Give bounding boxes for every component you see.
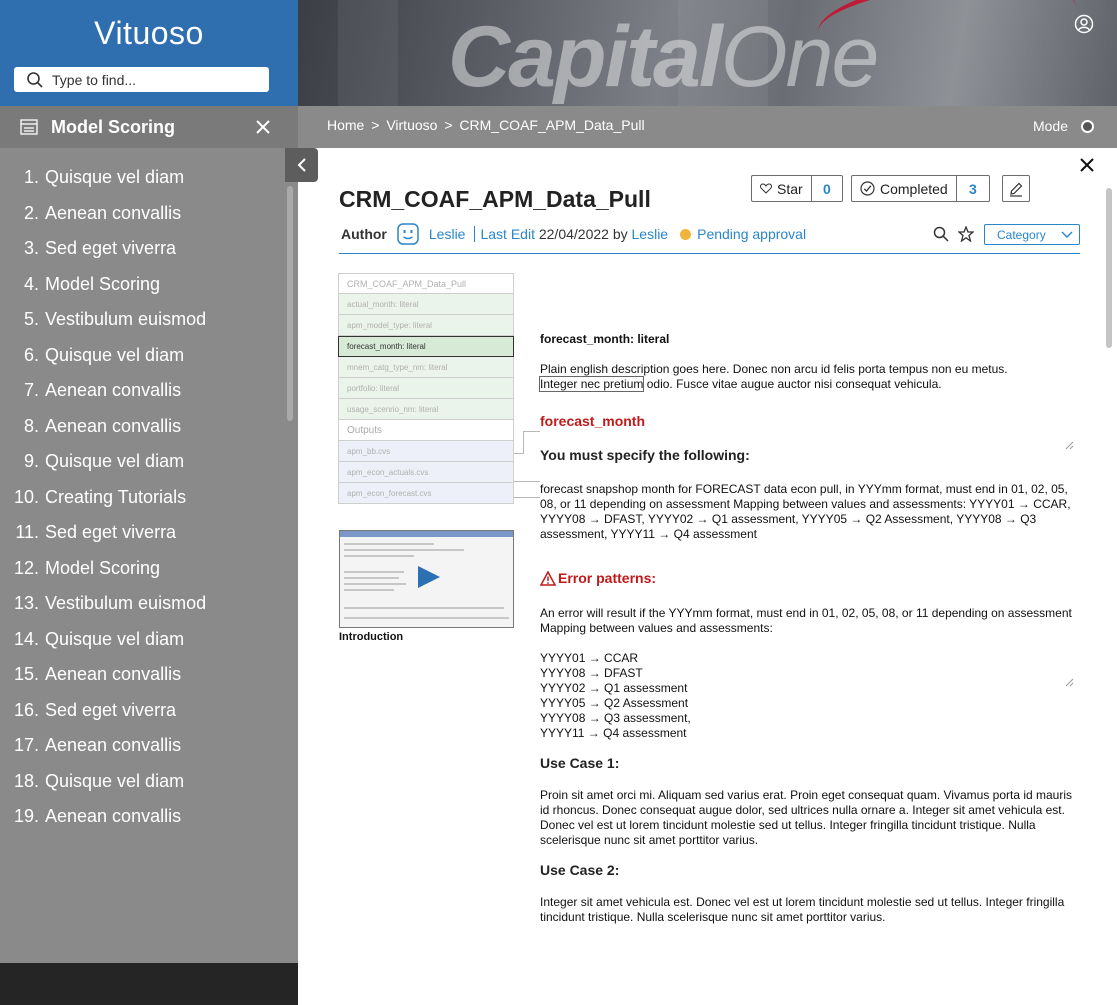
sidebar-item[interactable]: 17. Aenean convallis (13, 735, 182, 756)
mode-label: Mode (1032, 118, 1068, 134)
tree-connector (524, 431, 540, 432)
sidebar-item[interactable]: 3. Sed eget viverra (23, 238, 177, 259)
content-scrollbar[interactable] (1106, 188, 1112, 348)
brand-panel (0, 0, 298, 106)
video-code-line (344, 617, 509, 619)
mode-toggle[interactable] (1081, 120, 1094, 133)
sidebar-item[interactable]: 4. Model Scoring (23, 273, 161, 294)
sidebar-scrollbar[interactable] (287, 186, 293, 421)
spec-text: forecast snapshop month for FORECAST data econ pull, in YYYmm format, must end in 01, 02, 05, 08, or 11 depending on assessment Mapping between values and assessments: YYYY01 → CCAR, YYYY08 → DFAST, YYYY02 → Q1 assessment, YYYY05 → Q2 Assessment, YYYY08 → Q3 assessment, YYYY11 → Q4 assessment (540, 482, 1071, 541)
use-case-2-text: Integer sit amet vehicula est. Donec vel est ut lorem tincidunt molestie sed ut tellus. Integer fringilla tincidunt tristique. Nulla scelerisque nunc sit amet porttitor varius. (540, 895, 1065, 924)
video-caption: Introduction (339, 631, 404, 643)
hero-decoration (338, 0, 398, 106)
by-label: by (612, 226, 628, 242)
video-code-line (344, 543, 434, 545)
tree-input-row[interactable]: actual_month: literal (338, 294, 514, 315)
parameter-tree (338, 273, 514, 504)
mapping-item: YYYY02 → Q1 assessment (540, 681, 688, 695)
sidebar-item[interactable]: 16. Sed eget viverra (13, 699, 177, 720)
collapse-sidebar-button[interactable] (285, 148, 318, 182)
tree-root[interactable]: CRM_COAF_APM_Data_Pull (338, 273, 514, 294)
spec-heading: You must specify the following: (540, 447, 750, 463)
search-icon[interactable] (933, 226, 949, 242)
page-title: CRM_COAF_APM_Data_Pull (339, 186, 651, 212)
sidebar-item[interactable]: 15. Aenean convallis (13, 664, 182, 685)
header-divider (339, 253, 1080, 254)
star-count: 0 (822, 180, 831, 197)
tree-input-row[interactable]: portfolio: literal (338, 378, 514, 399)
meta-divider (474, 226, 475, 242)
search-input[interactable] (52, 72, 252, 88)
video-code-line (344, 549, 464, 551)
video-code-line (344, 555, 414, 557)
sidebar-item[interactable]: 2. Aenean convallis (23, 202, 182, 223)
sidebar-item[interactable]: 14. Quisque vel diam (13, 628, 185, 649)
tree-connector (514, 481, 540, 482)
field-name: forecast_month (540, 413, 646, 429)
sidebar-footer (0, 963, 298, 1005)
sidebar-item[interactable]: 10. Creating Tutorials (13, 486, 187, 507)
tree-outputs-header: Outputs (338, 420, 514, 441)
resize-grip-icon[interactable] (1064, 677, 1074, 687)
chevron-left-icon (296, 157, 308, 173)
search-box[interactable] (14, 67, 269, 92)
use-case-2-heading: Use Case 2: (540, 862, 620, 878)
resize-grip-icon[interactable] (1064, 440, 1074, 450)
author-link[interactable]: Leslie (428, 226, 466, 242)
breadcrumb (327, 117, 648, 133)
breadcrumb-separator: > (444, 117, 453, 133)
tree-output-row[interactable]: apm_bb.cvs (338, 441, 514, 462)
use-case-1-heading: Use Case 1: (540, 755, 620, 771)
status-dot (680, 229, 691, 240)
sidebar-item[interactable]: 9. Quisque vel diam (23, 451, 185, 472)
doc-meta (341, 223, 806, 245)
tree-input-row-selected[interactable]: forecast_month: literal (338, 336, 514, 357)
video-thumbnail[interactable] (339, 530, 514, 628)
sidebar-item[interactable]: 1. Quisque vel diam (23, 167, 185, 188)
hero-logo: CapitalOne (448, 9, 878, 105)
editor-link[interactable]: Leslie (631, 226, 669, 242)
category-label: Category (997, 227, 1046, 242)
breadcrumb-virtuoso[interactable]: Virtuoso (386, 117, 438, 133)
error-text: An error will result if the YYYmm format, must end in 01, 02, 05, 08, or 11 depending on assessment Mapping between values and assessments: (540, 606, 1072, 635)
field-heading: forecast_month: literal (540, 332, 670, 346)
status-badge: Pending approval (697, 226, 807, 242)
sidebar-item[interactable]: 19. Aenean convallis (13, 806, 182, 827)
tree-output-row[interactable]: apm_econ_forecast.cvs (338, 483, 514, 504)
hero-banner (298, 0, 1117, 106)
mapping-item: YYYY08 → DFAST (540, 666, 643, 680)
field-description: Plain english description goes here. Donec non arcu id felis porta tempus non eu metus. Integer nec pretium odio. Fusce vitae augue auctor nisi consequat vehicula. (540, 362, 1008, 391)
edit-button[interactable] (1002, 175, 1030, 202)
completed-button[interactable] (851, 175, 990, 202)
check-circle-icon (860, 181, 875, 196)
tree-connector (514, 431, 524, 454)
star-label: Star (752, 176, 812, 201)
mapping-item: YYYY01 → CCAR (540, 651, 639, 665)
book-icon (20, 119, 38, 135)
tree-output-row[interactable]: apm_econ_actuals.cvs (338, 462, 514, 483)
tree-input-row[interactable]: usage_scenrio_nm: literal (338, 399, 514, 420)
breadcrumb-home[interactable]: Home (327, 117, 365, 133)
play-icon[interactable] (418, 566, 440, 588)
sidebar-item[interactable]: 13. Vestibulum euismod (13, 593, 207, 614)
error-heading: Error patterns: (540, 571, 656, 586)
mapping-item: YYYY11 → Q4 assessment (540, 726, 687, 740)
mapping-item: YYYY08 → Q3 assessment, (540, 711, 691, 725)
sidebar-item[interactable]: 7. Aenean convallis (23, 380, 182, 401)
user-account-icon[interactable] (1074, 14, 1094, 34)
sidebar (0, 106, 298, 963)
video-code-line (344, 607, 504, 609)
video-code-line (344, 577, 399, 579)
sidebar-item[interactable]: 18. Quisque vel diam (13, 770, 185, 791)
heart-icon (760, 183, 772, 194)
video-code-line (344, 571, 404, 573)
sidebar-title: Model Scoring (51, 116, 176, 137)
chevron-down-icon (1061, 230, 1073, 240)
video-code-line (344, 583, 406, 585)
breadcrumb-current: CRM_COAF_APM_Data_Pull (459, 117, 645, 133)
last-edit-label: Last Edit (480, 226, 535, 242)
completed-count: 3 (968, 180, 977, 197)
star-icon[interactable] (958, 226, 974, 242)
warning-icon (540, 571, 556, 586)
mapping-list (540, 651, 691, 741)
close-icon[interactable] (1079, 157, 1095, 173)
use-case-1-text: Proin sit amet orci mi. Aliquam sed varius erat. Proin eget consequat quam. Vivamus porta id mauris id rhoncus. Donec consequat augue dolor, sed ultrices nulla ornare a. Integer sit amet vehicula est. Donec vel est ut lorem tincidunt molestie sed ut tellus. Integer fringilla tincidunt tristique. Nulla scelerisque nunc sit amet porttitor varius. (540, 788, 1073, 847)
tree-input-row[interactable]: mnem_catg_type_nm: literal (338, 357, 514, 378)
breadcrumb-separator: > (371, 117, 380, 133)
sidebar-header (0, 106, 298, 148)
app-title: Vituoso (94, 15, 204, 51)
category-dropdown[interactable] (984, 224, 1080, 245)
author-label: Author (341, 226, 387, 242)
last-edit-date: 22/04/2022 (538, 226, 609, 242)
highlighted-text: Integer nec pretium (540, 377, 644, 391)
robot-avatar-icon (397, 223, 419, 245)
video-code-line (344, 589, 394, 591)
star-button[interactable] (751, 175, 843, 202)
sidebar-item[interactable]: 6. Quisque vel diam (23, 344, 185, 365)
pencil-icon (1008, 181, 1024, 197)
completed-label: Completed (852, 176, 957, 201)
tree-connector (514, 497, 540, 498)
sidebar-item[interactable]: 8. Aenean convallis (23, 415, 182, 436)
sidebar-item[interactable]: 5. Vestibulum euismod (23, 309, 207, 330)
doc-tools (933, 226, 983, 242)
search-icon (26, 71, 44, 89)
video-toolbar (340, 531, 514, 537)
tree-input-row[interactable]: apm_model_type: literal (338, 315, 514, 336)
sidebar-item[interactable]: 12. Model Scoring (13, 557, 161, 578)
breadcrumb-bar (298, 106, 1117, 148)
close-sidebar-icon[interactable] (252, 116, 274, 138)
sidebar-item[interactable]: 11. Sed eget viverra (15, 522, 177, 543)
sidebar-list (0, 148, 298, 835)
mapping-item: YYYY05 → Q2 Assessment (540, 696, 689, 710)
